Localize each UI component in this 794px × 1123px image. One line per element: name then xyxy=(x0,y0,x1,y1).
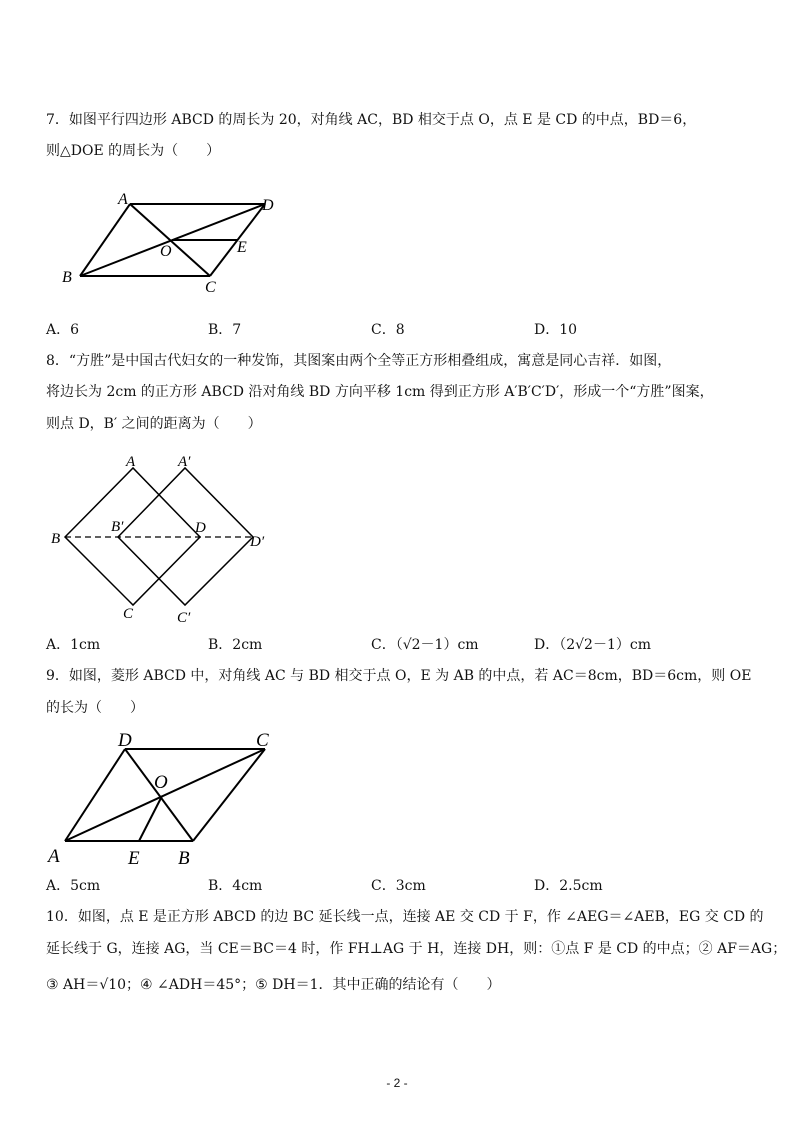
q7-label-e: E xyxy=(237,239,247,256)
q8-option-d[interactable]: D．（2√2－1）cm xyxy=(534,637,651,653)
q10-stem-line3: ③ AH＝√10；④ ∠ADH＝45°；⑤ DH＝1．其中正确的结论有（ ） xyxy=(46,977,501,993)
q9-label-b: B xyxy=(178,848,190,869)
q8-stem-line1: 8．“方胜”是中国古代妇女的一种发饰，其图案由两个全等正方形相叠组成，寓意是同心吉祥．如图， xyxy=(46,353,672,369)
q7-label-b: B xyxy=(62,269,72,286)
q8-label-b: B xyxy=(51,531,61,547)
q8-option-a[interactable]: A．1cm xyxy=(46,637,101,653)
q7-label-d: D xyxy=(262,197,274,214)
q7-option-c[interactable]: C．8 xyxy=(371,322,405,338)
q8-label-c: C xyxy=(123,606,134,622)
q9-stem-line2: 的长为（ ） xyxy=(46,700,144,716)
q7-stem-line1: 7．如图平行四边形 ABCD 的周长为 20，对角线 AC，BD 相交于点 O，点 E 是 CD 的中点，BD＝6， xyxy=(46,112,697,128)
q8-figure xyxy=(40,446,290,626)
q8-stem-line2: 将边长为 2cm 的正方形 ABCD 沿对角线 BD 方向平移 1cm 得到正方形 A′B′C′D′，形成一个“方胜”图案， xyxy=(46,384,714,400)
q7-label-a: A xyxy=(118,191,128,208)
q9-label-d: D xyxy=(118,730,132,751)
q7-option-d[interactable]: D．10 xyxy=(534,322,578,338)
q8-stem-line3: 则点 D，B′ 之间的距离为（ ） xyxy=(46,416,262,432)
q9-label-c: C xyxy=(256,730,269,751)
page-number: - 2 - xyxy=(386,1076,408,1090)
q8-label-d-prime: D′ xyxy=(250,534,265,550)
q8-label-b-prime: B′ xyxy=(111,519,124,535)
q7-label-c: C xyxy=(205,279,216,296)
q8-label-a-prime: A′ xyxy=(178,454,191,470)
q7-label-o: O xyxy=(160,243,172,260)
q9-label-o: O xyxy=(154,772,168,793)
q8-option-c[interactable]: C．（√2－1）cm xyxy=(371,637,479,653)
q9-option-a[interactable]: A．5cm xyxy=(46,878,101,894)
q8-label-a: A xyxy=(126,454,136,470)
q9-option-b[interactable]: B．4cm xyxy=(208,878,263,894)
q7-option-a[interactable]: A．6 xyxy=(46,322,80,338)
q8-label-c-prime: C′ xyxy=(177,610,191,626)
q7-figure xyxy=(50,188,290,298)
q10-stem-line1: 10．如图，点 E 是正方形 ABCD 的边 BC 延长线一点，连接 AE 交 CD 于 F，作 ∠AEG＝∠AEB，EG 交 CD 的 xyxy=(46,909,764,925)
q9-stem-line1: 9．如图，菱形 ABCD 中，对角线 AC 与 BD 相交于点 O，E 为 AB 的中点，若 AC＝8cm，BD＝6cm，则 OE xyxy=(46,668,752,684)
q9-figure xyxy=(40,724,290,872)
q10-stem-line2: 延长线于 G，连接 AG，当 CE＝BC＝4 时，作 FH⊥AG 于 H，连接 DH，则：①点 F 是 CD 的中点；② AF＝AG； xyxy=(46,941,787,957)
q7-option-b[interactable]: B．7 xyxy=(208,322,242,338)
q9-option-d[interactable]: D．2.5cm xyxy=(534,878,603,894)
q7-stem-line2: 则△DOE 的周长为（ ） xyxy=(46,143,221,159)
q9-option-c[interactable]: C．3cm xyxy=(371,878,426,894)
q9-label-a: A xyxy=(48,846,60,867)
q8-label-d: D xyxy=(195,520,206,536)
q9-label-e: E xyxy=(128,848,140,869)
q8-option-b[interactable]: B．2cm xyxy=(208,637,263,653)
